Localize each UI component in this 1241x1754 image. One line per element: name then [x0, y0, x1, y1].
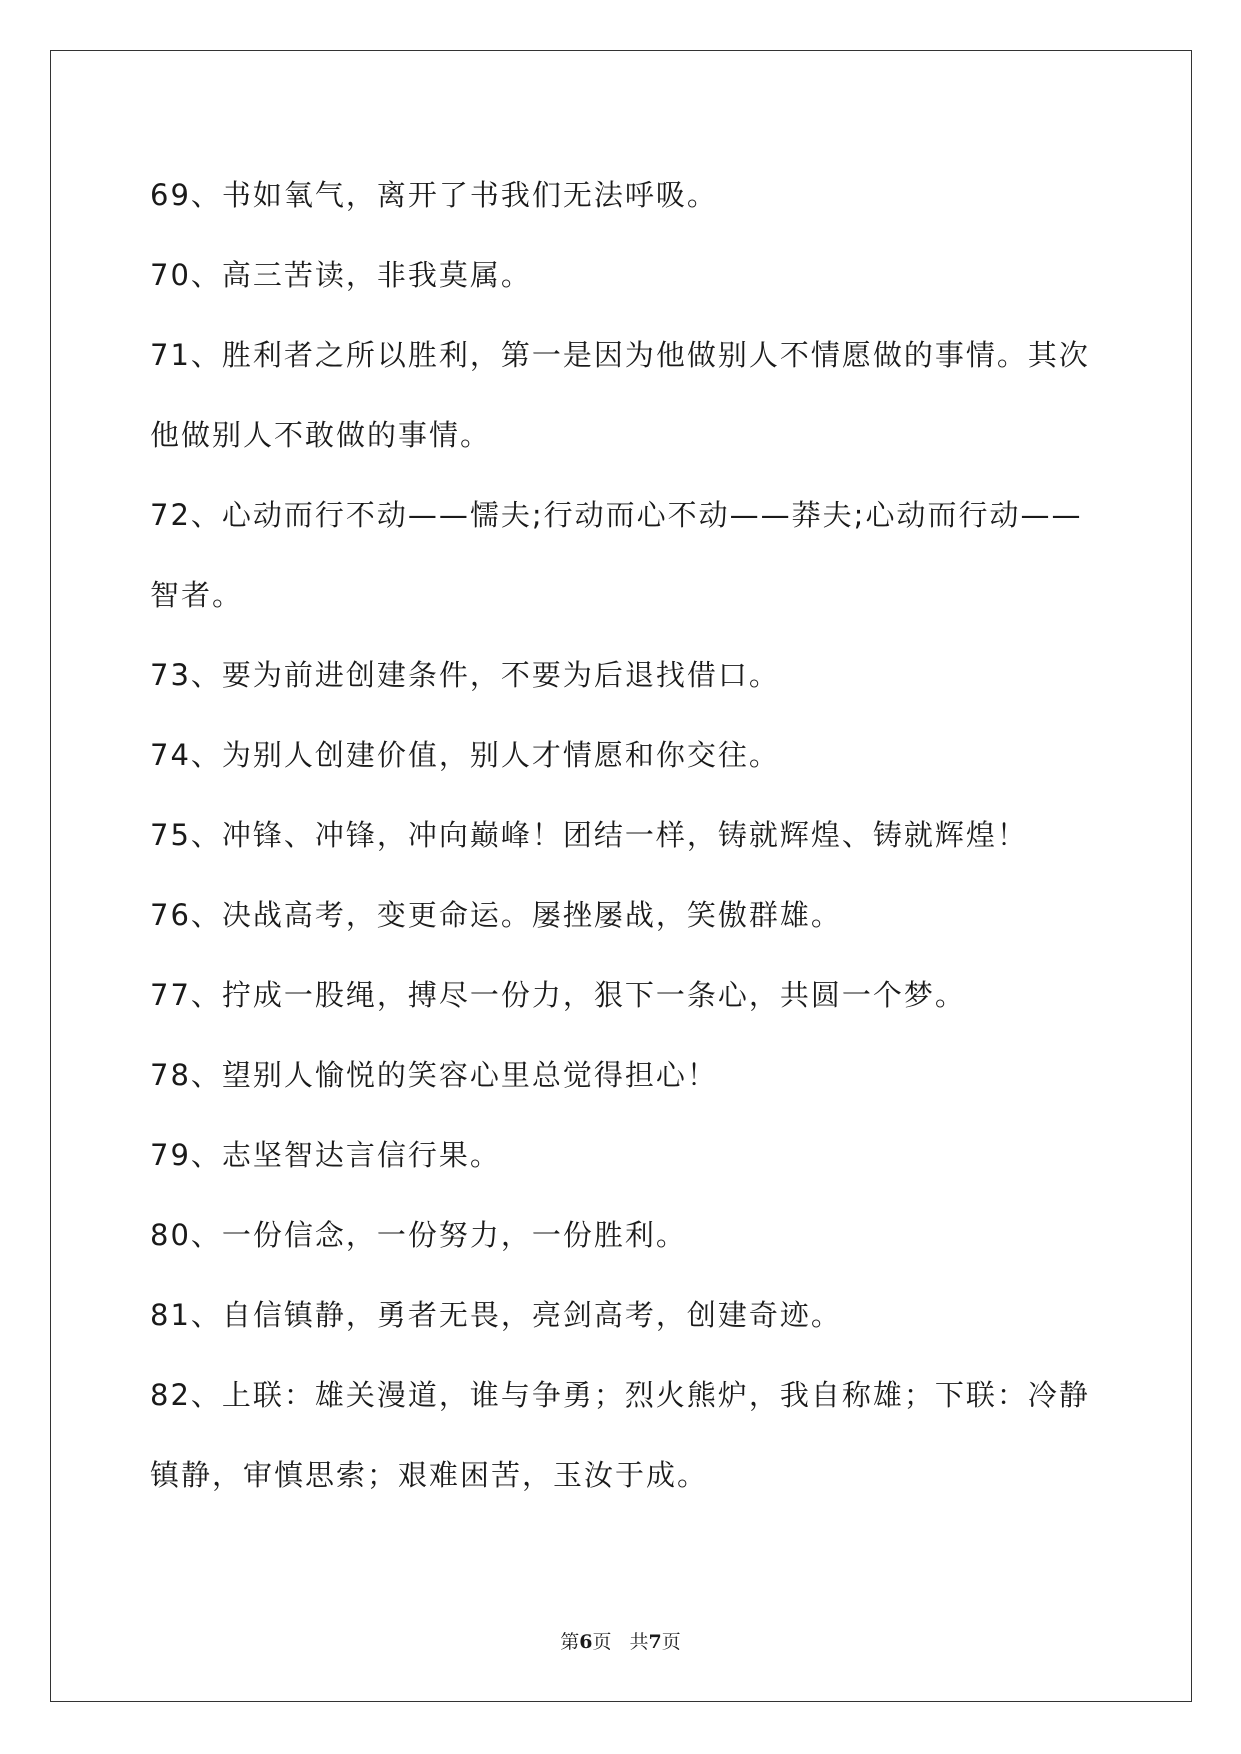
- page-current: 6: [579, 1631, 593, 1653]
- text-line: 76、决战高考，变更命运。屡挫屡战，笑傲群雄。: [150, 898, 842, 932]
- page-footer: [0, 1627, 1241, 1654]
- text-line: 72、心动而行不动——懦夫;行动而心不动——莽夫;心动而行动——: [150, 498, 1083, 532]
- text-line: 80、一份信念，一份努力，一份胜利。: [150, 1218, 687, 1252]
- text-line: 镇静，审慎思索；艰难困苦，玉汝于成。: [150, 1458, 709, 1492]
- total-suffix: 页: [661, 1631, 681, 1653]
- text-line: 81、自信镇静，勇者无畏，亮剑高考，创建奇迹。: [150, 1298, 842, 1332]
- text-line: 73、要为前进创建条件，不要为后退找借口。: [150, 658, 780, 692]
- text-line: 78、望别人愉悦的笑容心里总觉得担心！: [150, 1058, 718, 1092]
- page-prefix: 第: [560, 1631, 580, 1653]
- text-line: 77、拧成一股绳，搏尽一份力，狠下一条心，共圆一个梦。: [150, 978, 966, 1012]
- text-line: 69、书如氧气，离开了书我们无法呼吸。: [150, 178, 718, 212]
- page-suffix: 页: [592, 1631, 612, 1653]
- text-line: 他做别人不敢做的事情。: [150, 418, 492, 452]
- text-line: 智者。: [150, 578, 244, 612]
- text-line: 71、胜利者之所以胜利，第一是因为他做别人不情愿做的事情。其次: [150, 338, 1090, 372]
- page-total: 7: [648, 1631, 662, 1653]
- total-prefix: 共: [629, 1631, 649, 1653]
- text-line: 74、为别人创建价值，别人才情愿和你交往。: [150, 738, 780, 772]
- text-line: 79、志坚智达言信行果。: [150, 1138, 501, 1172]
- text-line: 82、上联：雄关漫道，谁与争勇；烈火熊炉，我自称雄；下联：冷静: [150, 1378, 1090, 1412]
- document-body: [150, 155, 1090, 1515]
- text-line: 75、冲锋、冲锋，冲向巅峰！团结一样，铸就辉煌、铸就辉煌！: [150, 818, 1028, 852]
- text-line: 70、高三苦读，非我莫属。: [150, 258, 532, 292]
